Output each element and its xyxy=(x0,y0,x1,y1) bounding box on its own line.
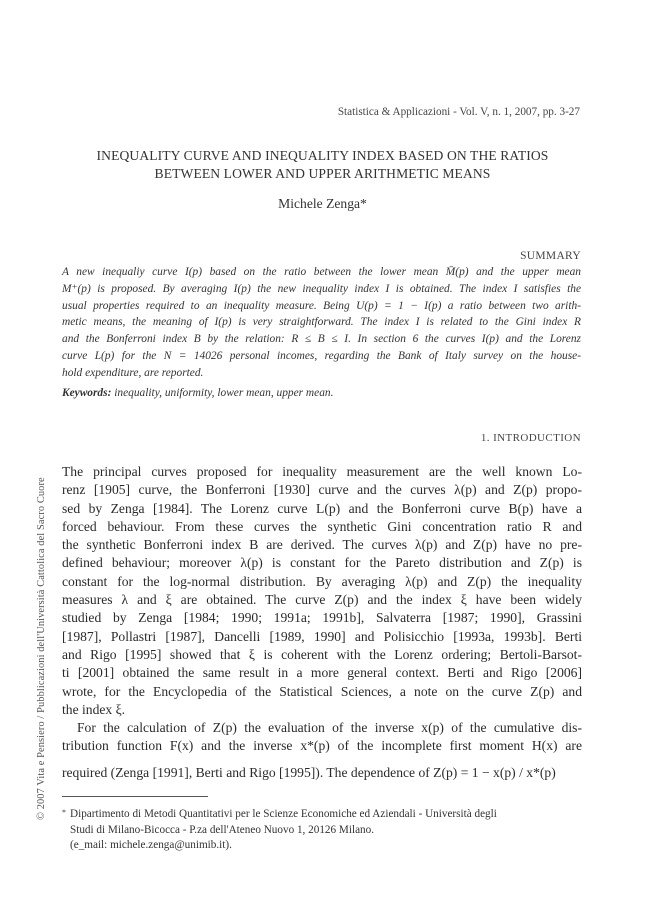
body-line: The principal curves proposed for inequality measurement are the well known Lo- xyxy=(62,464,582,479)
introduction-body xyxy=(62,463,582,782)
abstract-line: and the Bonferroni index B by the relation: R ≤ B ≤ I. In section 6 the curves I(p) and the Lorenz xyxy=(62,333,581,346)
body-line: and Rigo [1995] showed that ξ is coherent with the Lorenz ordering; Bertoli-Barsot- xyxy=(62,646,582,662)
title-line-2: BETWEEN LOWER AND UPPER ARITHMETIC MEANS xyxy=(154,166,491,181)
footnote-line: (e_mail: michele.zenga@unimib.it). xyxy=(70,839,232,851)
section-heading: 1. INTRODUCTION xyxy=(480,432,581,444)
keywords-text: inequality, uniformity, lower mean, upper mean. xyxy=(111,387,334,399)
body-line: defined behaviour; moreover λ(p) is constant for the Pareto distribution and Z(p) is xyxy=(62,555,582,571)
body-line-with-formula: required (Zenga [1991], Berti and Rigo [1995]). The dependence of Z(p) = 1 − x(p) / x*(p) xyxy=(62,764,556,780)
footnote-line: Studi di Milano-Bicocca - P.za dell'Ateneo Nuovo 1, 20126 Milano. xyxy=(70,823,375,836)
body-line: studied by Zenga [1984; 1990; 1991a; 1991b], Salvaterra [1987; 1990], Grassini xyxy=(62,610,582,626)
body-line: wrote, for the Encyclopedia of the Statistical Sciences, a note on the curve Z(p) and xyxy=(62,683,582,699)
footnote-divider xyxy=(62,796,208,797)
body-line: constant for the log-normal distribution. By averaging λ(p) and Z(p) the inequality xyxy=(62,573,582,589)
footnote-marker: * xyxy=(62,808,66,817)
abstract-line: hold expenditure, are reported. xyxy=(62,366,204,379)
body-line: forced behaviour. From these curves the synthetic Gini concentration ratio R and xyxy=(62,518,582,534)
abstract-line: usual properties required to an inequality measure. Being U(p) = 1 − I(p) a ratio between two arith- xyxy=(62,299,581,312)
body-line: the index ξ. xyxy=(62,701,126,717)
body-line: measures λ and ξ are obtained. The curve Z(p) and the index ξ have been widely xyxy=(62,592,582,608)
keywords-label: Keywords: xyxy=(62,387,112,399)
body-line: For the calculation of Z(p) the evaluation of the inverse x(p) of the cumulative dis- xyxy=(77,720,582,736)
title-line-1: INEQUALITY CURVE AND INEQUALITY INDEX BASED ON THE RATIOS xyxy=(96,148,549,163)
body-line: sed by Zenga [1984]. The Lorenz curve L(p) and the Bonferroni curve B(p) have a xyxy=(62,500,582,516)
abstract xyxy=(62,264,581,382)
abstract-line: A new inequaliy curve I(p) based on the ratio between the lower mean M̄(p) and the upper mean xyxy=(62,266,581,278)
body-line: tribution function F(x) and the inverse x*(p) of the incomplete first moment H(x) are xyxy=(62,738,582,754)
abstract-line: M⁺(p) is proposed. By averaging I(p) the new inequality index I is obtained. The index I satisfies the xyxy=(62,282,581,295)
summary-heading: SUMMARY xyxy=(520,250,581,262)
body-line: the synthetic Bonferroni index B are derived. The curves λ(p) and Z(p) have no pre- xyxy=(62,537,582,553)
journal-header: Statistica & Applicazioni - Vol. V, n. 1, 2007, pp. 3-27 xyxy=(337,106,580,118)
keywords xyxy=(62,387,581,399)
body-line: ti [2001] obtained the same result in a more general context. Berti and Rigo [2006] xyxy=(62,665,582,681)
body-line: [1987], Pollastri [1987], Dancelli [1989, 1990] and Polisicchio [1993a, 1993b]. Berti xyxy=(62,628,582,644)
footnote-line: Dipartimento di Metodi Quantitativi per le Scienze Economiche ed Aziendali - Università degli xyxy=(70,808,497,820)
footnote xyxy=(62,807,582,854)
author-name: Michele Zenga* xyxy=(278,196,367,211)
abstract-line: curve L(p) for the N = 14026 personal incomes, regarding the Bank of Italy survey on the house- xyxy=(62,349,581,362)
paper-title xyxy=(60,147,585,183)
abstract-line: metic means, the meaning of I(p) is very straightforward. The index I is related to the Gini index R xyxy=(62,316,581,329)
body-line: renz [1905] curve, the Bonferroni [1930] curve and the curves λ(p) and Z(p) propo- xyxy=(62,482,582,498)
copyright-notice: © 2007 Vita e Pensiero / Pubblicazioni dell'Università Cattolica del Sacro Cuore xyxy=(36,477,47,820)
